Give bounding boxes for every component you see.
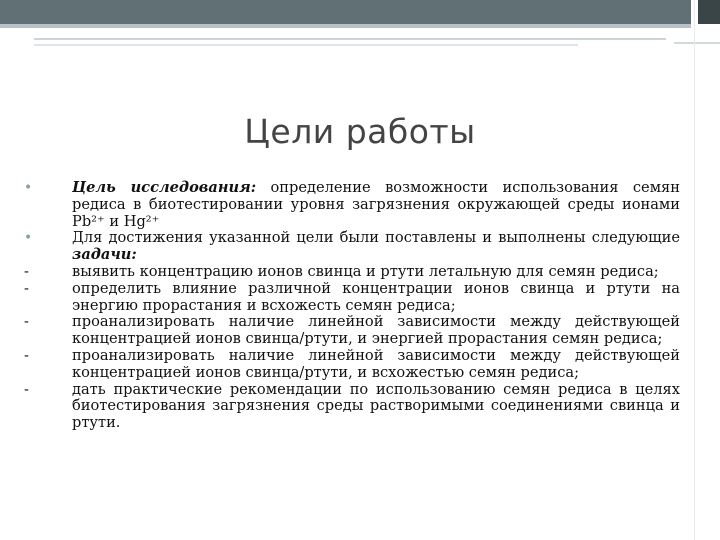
- dash-marker: -: [24, 262, 29, 280]
- item-text: проанализировать наличие линейной зависимости между действующей концентрацией ионов свинца/ртути, и энергией прорастания семян редиса;: [72, 313, 680, 348]
- item-text: определить влияние различной концентрации ионов свинца и ртути на энергию прорастания и всхожесть семян редиса;: [72, 279, 680, 314]
- list-item: [24, 382, 680, 432]
- decor-rule: [674, 42, 720, 44]
- list-item: [24, 230, 680, 264]
- decor-rule: [34, 38, 666, 40]
- item-text: определение возможности использования семян редиса в биотестировании уровня загрязнения окружающей среды ионами Pb²⁺ и Hg²⁺: [72, 179, 680, 230]
- dash-marker: -: [24, 279, 29, 297]
- dash-marker: -: [24, 380, 29, 398]
- decor-rule: [34, 44, 578, 46]
- header-bar-corner: [698, 0, 720, 24]
- item-text: Для достижения указанной цели были поставлены и выполнены следующие: [72, 229, 680, 247]
- slide-title: Цели работы: [244, 112, 476, 151]
- dash-marker: -: [24, 313, 29, 331]
- item-text: выявить концентрацию ионов свинца и ртути летальную для семян редиса;: [72, 262, 659, 280]
- bullet-marker: •: [24, 180, 33, 196]
- list-item: [24, 264, 680, 281]
- item-keyword: Цель исследования:: [72, 179, 257, 196]
- list-item: [24, 180, 680, 230]
- header-accent-bar: [0, 24, 691, 28]
- header-bar: [0, 0, 691, 24]
- item-text: дать практические рекомендации по использованию семян редиса в целях биотестирования загрязнения среды растворимыми соединениями свинца и ртути.: [72, 380, 680, 432]
- item-keyword: задачи:: [72, 246, 137, 264]
- slide-content: [24, 180, 680, 432]
- list-item: [24, 281, 680, 315]
- dash-marker: -: [24, 346, 29, 364]
- item-text: проанализировать наличие линейной зависимости между действующей концентрацией ионов свинца/ртути, и всхожестью семян редиса;: [72, 346, 680, 381]
- list-item: [24, 348, 680, 382]
- list-item: [24, 314, 680, 348]
- bullet-marker: •: [24, 230, 33, 247]
- decor-vertical-line: [694, 0, 695, 540]
